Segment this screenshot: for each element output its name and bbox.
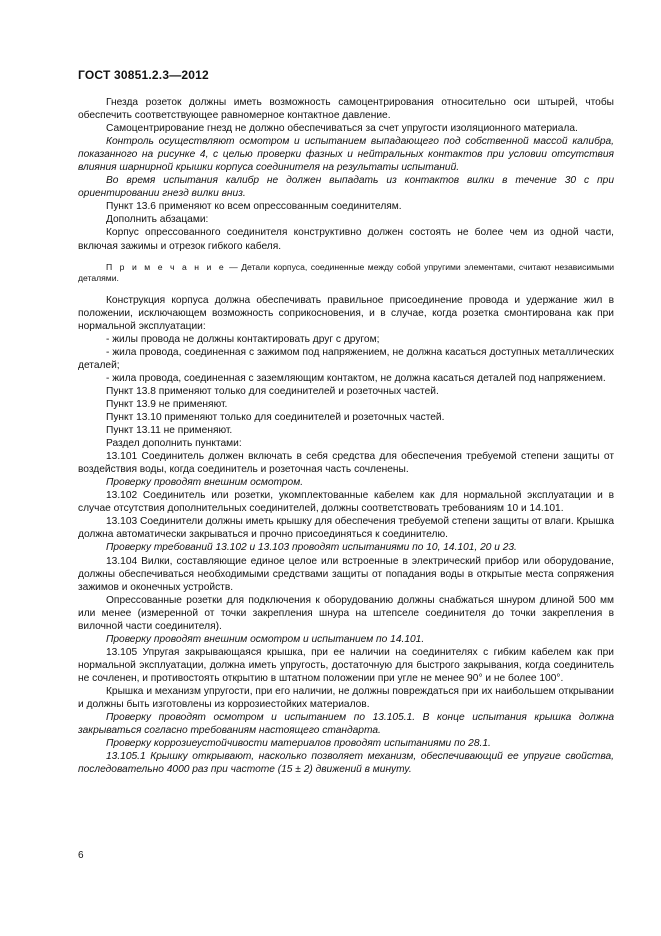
paragraph: Пункт 13.6 применяют ко всем опрессованным соединителям. [106,201,402,213]
paragraph: Дополнить абзацами: [106,214,209,226]
list-item: - жила провода, соединенная с зажимом под напряжением, не должна касаться доступных металлических деталей; [78,346,614,371]
paragraph: 13.101 Соединитель должен включать в себя средства для обеспечения требуемой степени защиты от воздействия воды, когда соединитель и розеточная часть сочленены. [78,451,614,476]
paragraph-italic: Проверку коррозиеустойчивости материалов проводят испытаниями по 28.1. [106,738,491,750]
note [78,262,614,285]
note-text: — Детали корпуса, соединенные между собой упругими элементами, считают независимыми деталями. [78,261,614,284]
paragraph-italic: Проверку проводят осмотром и испытанием по 13.105.1. В конце испытания крышка должна закрываться согласно требованиям настоящего стандарта. [78,712,614,737]
paragraph-italic: 13.105.1 Крышку открывают, насколько позволяет механизм, обеспечивающий ее упругие свойства, последовательно 4000 раз при частоте (15 ± 2) движений в минуту. [78,751,614,776]
paragraph-italic: Контроль осуществляют осмотром и испытанием выпадающего под собственной массой калибра, показанного на рисунке 4, с целью проверки фазных и нейтральных контактов при условии отсутствия влияния шарнирной крышки корпуса соединителя на результаты испытаний. [78,136,614,174]
paragraph: Пункт 13.9 не применяют. [106,398,228,410]
list-item: - жилы провода не должны контактировать друг с другом; [106,333,380,345]
paragraph: 13.105 Упругая закрывающаяся крышка, при ее наличии на соединителях с гибким кабелем как при нормальной эксплуатации, должна иметь упругость, достаточную для быстрого закрывания, когда соединитель не сочленен, и противостоять открытию в штатном положении при угле не менее 90° и не более 100°. [78,646,614,684]
paragraph: Конструкция корпуса должна обеспечивать правильное присоединение провода и удержание жил в положении, исключающем возможность соприкосновения, и в случае, когда розетка смонтирована как при нормальной эксплуатации: [78,294,614,332]
page-number: 6 [78,850,84,861]
paragraph: Гнезда розеток должны иметь возможность самоцентрирования относительно оси штырей, чтобы обеспечить соответствующее равномерное контактное давление. [78,97,614,122]
paragraph-italic: Проверку требований 13.102 и 13.103 проводят испытаниями по 10, 14.101, 20 и 23. [106,542,517,554]
paragraph-italic: Во время испытания калибр не должен выпадать из контактов вилки в течение 30 с при ориентировании гнезд вилки вниз. [78,175,614,200]
paragraph: Раздел дополнить пунктами: [106,438,242,450]
note-label: П р и м е ч а н и е [106,261,226,272]
document-body [78,96,614,776]
paragraph: Пункт 13.11 не применяют. [106,425,233,437]
paragraph: 13.103 Соединители должны иметь крышку для обеспечения требуемой степени защиты от влаги. Крышка должна автоматически закрываться и прочно присоединяться к соединителю. [78,516,614,541]
paragraph: Самоцентрирование гнезд не должно обеспечиваться за счет упругости изоляционного материала. [106,123,578,135]
list-item: - жила провода, соединенная с заземляющим контактом, не должна касаться деталей под напряжением. [106,372,606,384]
paragraph: Опрессованные розетки для подключения к оборудованию должны снабжаться шнуром длиной 500 мм или менее (измеренной от точки закрепления шнура на штепселе соединителя до точки закрепления в вилочной части соединителя). [78,594,614,632]
paragraph: Пункт 13.10 применяют только для соединителей и розеточных частей. [106,411,445,423]
paragraph: Крышка и механизм упругости, при его наличии, не должны повреждаться при их наибольшем открывании и должны быть изготовлены из коррозиестойких материалов. [78,685,614,711]
paragraph: Корпус опрессованного соединителя конструктивно должен состоять не более чем из одной части, включая зажимы и отрезок гибкого кабеля. [78,227,614,252]
paragraph-italic: Проверку проводят внешним осмотром. [106,477,304,489]
paragraph: 13.102 Соединитель или розетки, укомплектованные кабелем как для нормальной эксплуатации и в случае отсутствия дополнительных соединителей, должны соответствовать требованиям 10 и 14.101. [78,490,614,515]
paragraph: Пункт 13.8 применяют только для соединителей и розеточных частей. [106,385,439,397]
paragraph-italic: Проверку проводят внешним осмотром и испытанием по 14.101. [106,633,425,645]
paragraph: 13.104 Вилки, составляющие единое целое или встроенные в электрический прибор или оборудование, должны обеспечиваться необходимыми средствами защиты от попадания воды в открытые места сопряжения зажимов и оконечных устройств. [78,555,614,593]
document-header: ГОСТ 30851.2.3—2012 [78,68,209,82]
